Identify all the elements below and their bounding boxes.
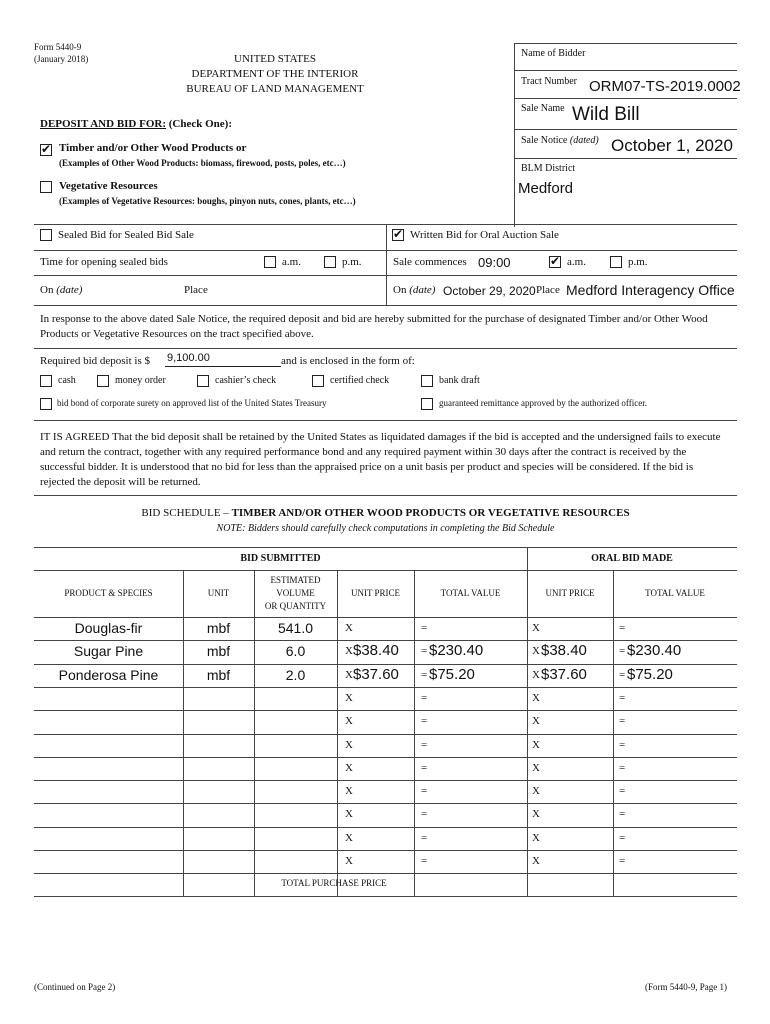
- row-product-cell[interactable]: Ponderosa Pine: [58, 667, 159, 683]
- money-order-checkbox[interactable]: [97, 375, 109, 387]
- row-unit-price-cell[interactable]: $37.60: [353, 666, 399, 683]
- cashiers-check-checkbox[interactable]: [197, 375, 209, 387]
- vegetative-label: Vegetative Resources: [59, 180, 158, 192]
- written-bid-checkbox[interactable]: [392, 229, 404, 241]
- schedule-title: BID SCHEDULE – TIMBER AND/OR OTHER WOOD PRODUCTS OR VEGETATIVE RESOURCES: [141, 507, 630, 519]
- equals-symbol: =: [421, 855, 428, 867]
- multiply-symbol: X: [345, 808, 353, 820]
- agency-line-2: DEPARTMENT OF THE INTERIOR: [191, 68, 359, 80]
- row-product-cell[interactable]: Sugar Pine: [73, 643, 144, 659]
- response-paragraph: In response to the above dated Sale Notice, the required deposit and bid are hereby submitted for the purchase of designated Timber and/or Other Wood Products or Vegetative Resources on the tract specified above.: [40, 313, 708, 340]
- right-on-date-label: On (date): [393, 284, 436, 296]
- row-oral-unit-price-cell[interactable]: $38.40: [541, 642, 587, 659]
- money-order-label: money order: [115, 375, 166, 386]
- oral-bid-header: ORAL BID MADE: [591, 553, 673, 564]
- multiply-symbol: X: [345, 715, 353, 727]
- oral-multiply-symbol: X: [532, 692, 540, 704]
- oral-multiply-symbol: X: [532, 808, 540, 820]
- right-pm-label: p.m.: [628, 256, 648, 268]
- bidder-name-label: Name of Bidder: [521, 48, 586, 59]
- row-oral-unit-price-cell[interactable]: $37.60: [541, 666, 587, 683]
- equals-symbol: =: [421, 645, 428, 657]
- row-unit-price-cell[interactable]: $38.40: [353, 642, 399, 659]
- multiply-symbol: X: [345, 785, 353, 797]
- oral-multiply-symbol: X: [532, 855, 540, 867]
- oral-unit-price-col-header: UNIT PRICE: [545, 588, 595, 598]
- time-opening-label: Time for opening sealed bids: [40, 256, 168, 268]
- oral-equals-symbol: =: [619, 785, 626, 797]
- oral-equals-symbol: =: [619, 739, 626, 751]
- row-volume-cell[interactable]: 541.0: [277, 620, 314, 636]
- unit-col-header: UNIT: [207, 588, 230, 598]
- district-label: BLM District: [521, 163, 576, 174]
- total-purchase-price-label: TOTAL PURCHASE PRICE: [281, 878, 387, 888]
- vegetative-checkbox[interactable]: [40, 181, 52, 193]
- schedule-note: NOTE: Bidders should carefully check computations in completing the Bid Schedule: [216, 523, 555, 534]
- vegetative-examples: (Examples of Vegetative Resources: boughs, pinyon nuts, cones, plants, etc…): [59, 196, 356, 206]
- guaranteed-remittance-checkbox[interactable]: [421, 398, 433, 410]
- est-col-header-1: ESTIMATED: [270, 575, 321, 585]
- oral-equals-symbol: =: [619, 808, 626, 820]
- equals-symbol: =: [421, 762, 428, 774]
- multiply-symbol: X: [345, 739, 353, 751]
- equals-symbol: =: [421, 669, 428, 681]
- certified-check-label: certified check: [330, 375, 390, 386]
- form-date: (January 2018): [34, 54, 89, 64]
- oral-equals-symbol: =: [619, 762, 626, 774]
- sale-name-field[interactable]: Wild Bill: [572, 104, 640, 125]
- row-oral-total-cell[interactable]: $230.40: [627, 642, 682, 659]
- row-oral-total-cell[interactable]: $75.20: [627, 666, 673, 683]
- right-date-field[interactable]: October 29, 2020: [443, 284, 536, 298]
- right-pm-checkbox[interactable]: [610, 256, 622, 268]
- oral-equals-symbol: =: [619, 715, 626, 727]
- multiply-symbol: X: [345, 645, 353, 657]
- sale-commences-label: Sale commences: [393, 256, 467, 268]
- left-pm-label: p.m.: [342, 256, 362, 268]
- oral-multiply-symbol: X: [532, 645, 540, 657]
- tract-number-label: Tract Number: [521, 76, 578, 87]
- cash-checkbox[interactable]: [40, 375, 52, 387]
- left-pm-checkbox[interactable]: [324, 256, 336, 268]
- row-volume-cell[interactable]: 2.0: [285, 667, 306, 683]
- oral-multiply-symbol: X: [532, 622, 540, 634]
- multiply-symbol: X: [345, 762, 353, 774]
- oral-total-value-col-header: TOTAL VALUE: [645, 588, 705, 598]
- agency-line-3: BUREAU OF LAND MANAGEMENT: [186, 83, 364, 95]
- sealed-bid-checkbox[interactable]: [40, 229, 52, 241]
- multiply-symbol: X: [345, 669, 353, 681]
- est-col-header-2: VOLUME: [276, 588, 315, 598]
- sale-commences-field[interactable]: 09:00: [478, 255, 511, 270]
- row-total-cell[interactable]: $230.40: [429, 642, 484, 659]
- continued-note: (Continued on Page 2): [34, 982, 116, 992]
- required-deposit-label: Required bid deposit is $: [40, 355, 150, 367]
- agreement-paragraph: IT IS AGREED That the bid deposit shall be retained by the United States as liquidated damages if the bid is accepted and the undersigned fails to execute and return the contract, together with any required performance bond and any required payment within 30 days after the contract is received by the successful bidder. It is understood that no bid for less than the appraised price on a unit basis per product and species will be considered. If the bid is rejected the deposit will be returned.: [40, 431, 721, 488]
- enclosed-label: and is enclosed in the form of:: [281, 355, 415, 367]
- row-unit-cell[interactable]: mbf: [206, 620, 231, 636]
- oral-multiply-symbol: X: [532, 715, 540, 727]
- unit-price-col-header: UNIT PRICE: [350, 588, 401, 598]
- right-am-checkbox[interactable]: [549, 256, 561, 268]
- oral-equals-symbol: =: [619, 645, 626, 657]
- equals-symbol: =: [421, 622, 428, 634]
- multiply-symbol: X: [345, 622, 353, 634]
- tract-number-field[interactable]: ORM07-TS-2019.0002: [589, 78, 741, 95]
- left-am-checkbox[interactable]: [264, 256, 276, 268]
- timber-checkbox[interactable]: [40, 144, 52, 156]
- deposit-title: DEPOSIT AND BID FOR: (Check One):: [40, 118, 233, 130]
- written-bid-label: Written Bid for Oral Auction Sale: [410, 229, 559, 241]
- row-unit-cell[interactable]: mbf: [206, 667, 231, 683]
- agency-line-1: UNITED STATES: [234, 53, 316, 65]
- row-product-cell[interactable]: Douglas-fir: [74, 620, 143, 636]
- oral-multiply-symbol: X: [532, 669, 540, 681]
- left-on-date-label: On (date): [40, 284, 83, 296]
- oral-equals-symbol: =: [619, 832, 626, 844]
- equals-symbol: =: [421, 832, 428, 844]
- multiply-symbol: X: [345, 855, 353, 867]
- cashiers-check-label: cashier’s check: [215, 375, 277, 386]
- left-am-label: a.m.: [282, 256, 301, 268]
- sale-notice-label: Sale Notice (dated): [521, 135, 599, 146]
- row-volume-cell[interactable]: 6.0: [285, 643, 306, 659]
- timber-examples: (Examples of Other Wood Products: biomass, firewood, posts, poles, etc…): [59, 158, 346, 168]
- cash-label: cash: [58, 375, 76, 386]
- deposit-amount-field[interactable]: 9,100.00: [167, 352, 210, 364]
- sale-notice-date-field[interactable]: October 1, 2020: [611, 136, 733, 155]
- equals-symbol: =: [421, 692, 428, 704]
- right-am-label: a.m.: [567, 256, 586, 268]
- oral-multiply-symbol: X: [532, 785, 540, 797]
- equals-symbol: =: [421, 739, 428, 751]
- equals-symbol: =: [421, 715, 428, 727]
- row-unit-cell[interactable]: mbf: [206, 643, 231, 659]
- total-value-col-header: TOTAL VALUE: [440, 588, 501, 598]
- oral-multiply-symbol: X: [532, 739, 540, 751]
- page-number: (Form 5440-9, Page 1): [645, 982, 727, 992]
- oral-equals-symbol: =: [619, 622, 626, 634]
- form-number: Form 5440-9: [34, 42, 82, 52]
- oral-multiply-symbol: X: [532, 762, 540, 774]
- bid-bond-checkbox[interactable]: [40, 398, 52, 410]
- bid-submitted-header: BID SUBMITTED: [240, 553, 321, 564]
- oral-multiply-symbol: X: [532, 832, 540, 844]
- product-col-header: PRODUCT & SPECIES: [64, 588, 153, 598]
- guaranteed-remittance-label: guaranteed remittance approved by the authorized officer.: [439, 398, 647, 408]
- equals-symbol: =: [421, 785, 428, 797]
- row-total-cell[interactable]: $75.20: [429, 666, 475, 683]
- timber-label: Timber and/or Other Wood Products or: [59, 142, 247, 154]
- bank-draft-label: bank draft: [439, 375, 480, 386]
- oral-equals-symbol: =: [619, 692, 626, 704]
- right-place-field[interactable]: Medford Interagency Office: [566, 282, 735, 298]
- left-place-label: Place: [184, 284, 208, 296]
- right-place-label: Place: [536, 284, 560, 296]
- est-col-header-3: OR QUANTITY: [264, 601, 327, 611]
- bank-draft-checkbox[interactable]: [421, 375, 433, 387]
- district-field[interactable]: Medford: [518, 180, 574, 197]
- oral-equals-symbol: =: [619, 669, 626, 681]
- multiply-symbol: X: [345, 692, 353, 704]
- certified-check-checkbox[interactable]: [312, 375, 324, 387]
- equals-symbol: =: [421, 808, 428, 820]
- multiply-symbol: X: [345, 832, 353, 844]
- sealed-bid-label: Sealed Bid for Sealed Bid Sale: [58, 229, 194, 241]
- oral-equals-symbol: =: [619, 855, 626, 867]
- sale-name-label: Sale Name: [521, 103, 565, 114]
- bid-bond-label: bid bond of corporate surety on approved list of the United States Treasury: [57, 398, 327, 408]
